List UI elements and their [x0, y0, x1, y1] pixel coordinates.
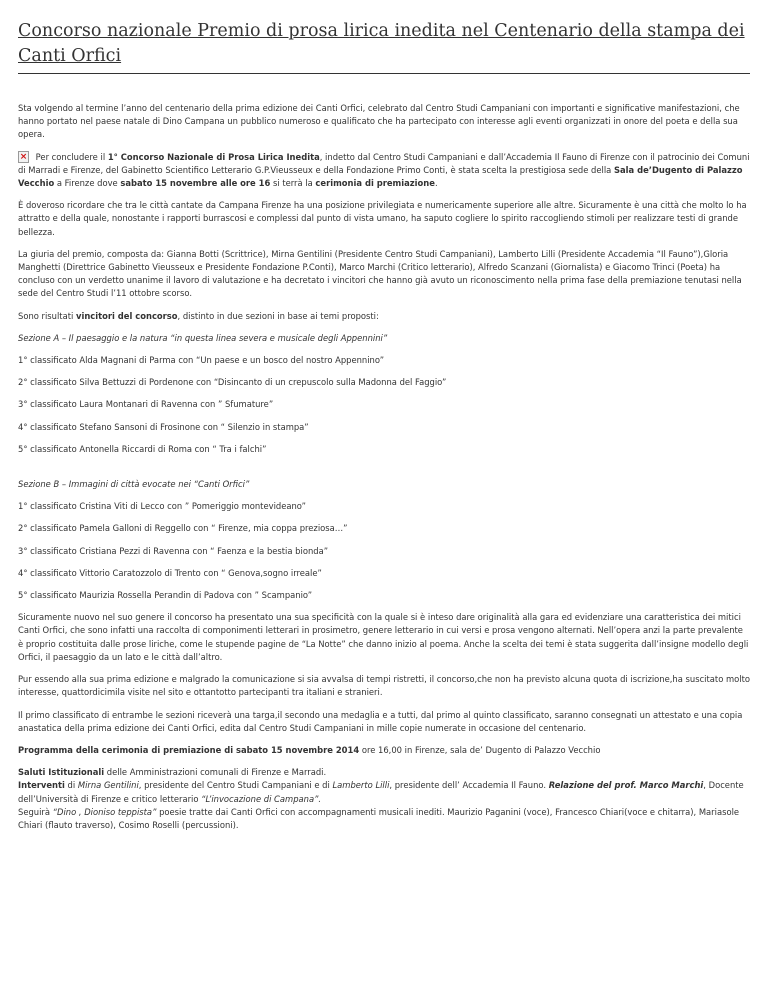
section-b-heading: Sezione B – Immagini di città evocate nei “Canti Orfici” [18, 479, 250, 490]
page-title[interactable]: Concorso nazionale Premio di prosa lirica inedita nel Centenario della stampa dei Canti Orfici [18, 21, 745, 66]
intro-paragraph: Sta volgendo al termine l’anno del centenario della prima edizione dei Canti Orfici, celebrato dal Centro Studi Campaniani con importanti e significative manifestazioni, che hanno portato nel paese natale di Dino Campana un pubblico numeroso e qualificato che ha partecipato con interesse agli eventi organizzati in onore del poeta e della sua opera. [18, 103, 740, 140]
florence-paragraph: È doveroso ricordare che tra le città cantate da Campana Firenze ha una posizione privilegiata e numericamente superiore alle altre. Sicuramente è una città che molto lo ha attratto e della quale, nonostante i rapporti burrascosi e complessi dal punto di vista umano, ha saputo cogliere lo spirito raccogliendo stimoli per realizzare testi di grande bellezza. [18, 200, 747, 237]
prizes-paragraph: Il primo classificato di entrambe le sezioni riceverà una targa,il secondo una medaglia e a tutti, dal primo al quinto classificato, saranno consegnati un attestato e una copia anastatica della prima edizione dei Canti Orfici, edita dal Centro Studi Campaniani in mille copie numerate in occasione del centenario. [18, 709, 743, 733]
program-details: Saluti Istituzionali delle Amministrazioni comunali di Firenze e Marradi. Interventi di Mirna Gentilini, presidente del Centro Studi Campaniani e di Lamberto Lilli, presidente dell’ Accademia Il Fauno. Relazione del prof. Marco Marchi, Docente dell’Università di Firenze e critico letterario “L’invocazione di Campana”. Seguirà “Dino , Dioniso teppista” poesie tratte dai Canti Orfici con accompagnamenti musicali inediti. Maurizio Paganini (voce), Francesco Chiari(voce e chitarra), Mariasole Chiari (flauto traverso), Cosimo Roselli (percussioni). [18, 767, 744, 830]
title-divider [18, 73, 750, 74]
section-a-winner: 4° classificato Stefano Sansoni di Frosinone con “ Silenzio in stampa” [18, 421, 309, 432]
section-b-winner: 5° classificato Maurizia Rossella Perandin di Padova con ” Scampanio” [18, 590, 313, 601]
section-a-winner: 2° classificato Silva Bettuzzi di Pordenone con “Disincanto di un crepuscolo sulla Madonna del Faggio” [18, 377, 447, 388]
section-a-winner: 1° classificato Alda Magnani di Parma con “Un paese e un bosco del nostro Appennino” [18, 355, 385, 366]
program-heading: Programma della cerimonia di premiazione di sabato 15 novembre 2014 ore 16,00 in Firenze, sala de’ Dugento di Palazzo Vecchio [18, 744, 601, 755]
winners-intro: Sono risultati vincitori del concorso, distinto in due sezioni in base ai temi proposti: [18, 310, 379, 321]
originality-paragraph: Sicuramente nuovo nel suo genere il concorso ha presentato una sua specificità con la quale si è inteso dare originalità alla gara ed evidenziare una caratteristica dei mitici Canti Orfici, che sono infatti una raccolta di componimenti letterari in prosimetro, genere letterario in cui versi e prosa vengono alternati. Nell’opera anzi la parte prevalente è proprio costituita dalle prose liriche, come le stupende pagine de “La Notte” che danno inizio al poema. Anche la scelta dei temi è stata suggerita dall’insigne modello degli Orfici, il paesaggio da un lato e le città dall’altro. [18, 612, 749, 662]
section-a-winner: 3° classificato Laura Montanari di Ravenna con ” Sfumature” [18, 399, 274, 410]
jury-paragraph: La giuria del premio, composta da: Gianna Botti (Scrittrice), Mirna Gentilini (Presidente Centro Studi Campaniani), Lamberto Lilli (Presidente Accademia “Il Fauno”),Gloria Manghetti (Direttrice Gabinetto Vieusseux e Presidente Fondazione P.Conti), Marco Marchi (Critico letterario), Alfredo Scanzani (Giornalista) e Giacomo Trinci (Poeta) ha concluso con un verdetto unanime il lavoro di valutazione e ha decretato i vincitori che hanno già avuto un riconoscimento nella prima fase della premiazione tenutasi nella sede del Centro Studi l’11 ottobre scorso. [18, 248, 742, 299]
broken-image-icon: × [19, 151, 28, 162]
section-a-heading: Sezione A – Il paesaggio e la natura “in questa linea severa e musicale degli Appennini” [18, 332, 388, 343]
section-b-winner: 1° classificato Cristina Viti di Lecco con ” Pomeriggio montevideano” [18, 501, 306, 512]
section-b-winner: 3° classificato Cristiana Pezzi di Ravenna con “ Faenza e la bestia bionda” [18, 545, 329, 556]
participation-paragraph: Pur essendo alla sua prima edizione e malgrado la comunicazione si sia avvalsa di tempi ristretti, il concorso,che non ha previsto alcuna quota di iscrizione,ha suscitato molto interesse, quattordicimila visite nel sito e ottantotto partecipanti tra italiani e stranieri. [18, 674, 751, 698]
section-b-winner: 2° classificato Pamela Galloni di Reggello con “ Firenze, mia coppa preziosa…” [18, 523, 348, 534]
contest-announcement-paragraph: × Per concludere il 1° Concorso Nazionale di Prosa Lirica Inedita, indetto dal Centro Studi Campaniani e dall’Accademia Il Fauno di Firenze con il patrocinio dei Comuni di Marradi e Firenze, del Gabinetto Scientifico Letterario G.P.Vieusseux e della Fondazione Primo Conti, è stata scelta la prestigiosa sede della Sala de’Dugento di Palazzo Vecchio a Firenze dove sabato 15 novembre alle ore 16 si terrà la cerimonia di premiazione. [18, 151, 750, 189]
section-b-winner: 4° classificato Vittorio Caratozzolo di Trento con “ Genova,sogno irreale” [18, 567, 322, 578]
section-a-winner: 5° classificato Antonella Riccardi di Roma con “ Tra i falchi” [18, 443, 267, 454]
